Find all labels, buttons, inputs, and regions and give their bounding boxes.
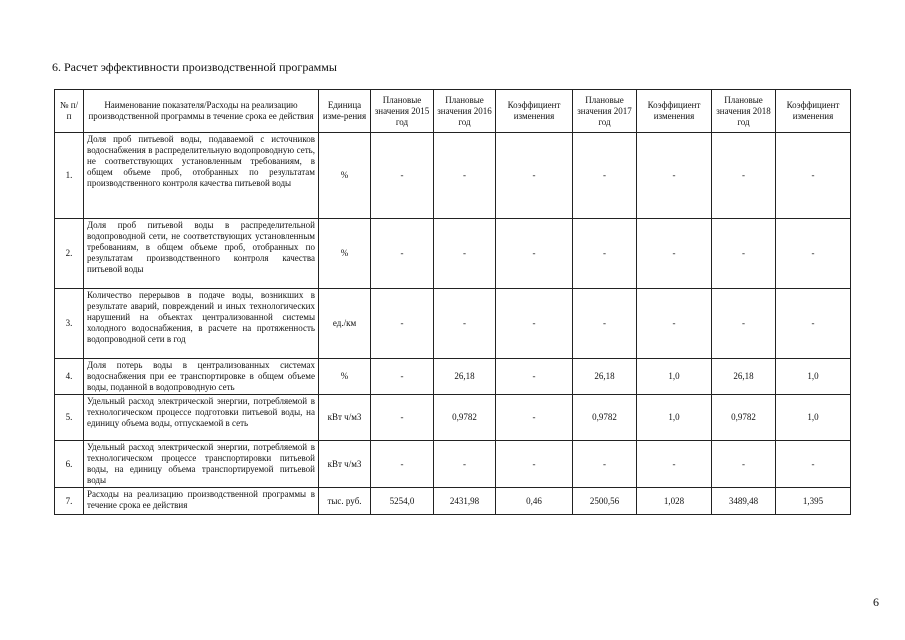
table-cell: 1,395 — [776, 488, 851, 515]
table-row — [55, 359, 851, 395]
table-cell: - — [434, 219, 496, 289]
table-cell: 0,9782 — [573, 395, 637, 441]
table-cell: - — [637, 219, 712, 289]
table-cell: - — [434, 133, 496, 219]
table-cell: 4. — [55, 359, 84, 395]
table-row — [55, 133, 851, 219]
table-cell: Удельный расход электрической энергии, потребляемой в технологическом процессе подготовки питьевой воды, на единицу объема воды, отпускаемой в сеть — [84, 395, 319, 441]
table-cell: - — [712, 219, 776, 289]
table-cell: - — [573, 133, 637, 219]
efficiency-table — [54, 89, 851, 515]
table-cell: 2500,56 — [573, 488, 637, 515]
table-cell: - — [496, 359, 573, 395]
table-cell: 1,0 — [776, 395, 851, 441]
table-row — [55, 395, 851, 441]
table-cell: 7. — [55, 488, 84, 515]
table-cell: - — [712, 289, 776, 359]
table-cell: - — [712, 441, 776, 488]
header-cell: Коэффициент изменения — [496, 90, 573, 133]
table-cell: 1,0 — [776, 359, 851, 395]
table-cell: 5. — [55, 395, 84, 441]
table-row — [55, 441, 851, 488]
table-cell: - — [496, 133, 573, 219]
table-cell: 1,028 — [637, 488, 712, 515]
table-cell: 1,0 — [637, 359, 712, 395]
table-cell: - — [712, 133, 776, 219]
table-cell: 6. — [55, 441, 84, 488]
header-cell: Плановые значения 2018 год — [712, 90, 776, 133]
table-cell: - — [637, 289, 712, 359]
table-cell: Расходы на реализацию производственной программы в течение срока ее действия — [84, 488, 319, 515]
table-cell: - — [496, 219, 573, 289]
table-cell: 3489,48 — [712, 488, 776, 515]
table-cell: 0,46 — [496, 488, 573, 515]
table-row — [55, 219, 851, 289]
header-cell: Плановые значения 2016 год — [434, 90, 496, 133]
section-title: 6. Расчет эффективности производственной программы — [52, 60, 337, 74]
table-cell: тыс. руб. — [319, 488, 371, 515]
table-cell: кВт ч/м3 — [319, 395, 371, 441]
table-cell: ед./км — [319, 289, 371, 359]
header-row — [55, 90, 851, 133]
table-cell: Удельный расход электрической энергии, потребляемой в технологическом процессе транспортировки питьевой воды, на единицу объема транспортируемой питьевой воды — [84, 441, 319, 488]
table-cell: 2. — [55, 219, 84, 289]
header-cell: Коэффициент изменения — [776, 90, 851, 133]
table-cell: 0,9782 — [434, 395, 496, 441]
table-cell: кВт ч/м3 — [319, 441, 371, 488]
table-cell: 26,18 — [434, 359, 496, 395]
table-cell: 26,18 — [573, 359, 637, 395]
table-cell: 0,9782 — [712, 395, 776, 441]
table-cell: - — [776, 441, 851, 488]
header-cell: Плановые значения 2015 год — [371, 90, 434, 133]
table-cell: - — [496, 289, 573, 359]
table-cell: % — [319, 133, 371, 219]
table-cell: - — [496, 441, 573, 488]
table-row — [55, 289, 851, 359]
table-cell: 1,0 — [637, 395, 712, 441]
table-cell: - — [434, 441, 496, 488]
table-cell: Доля проб питьевой воды в распределительной водопроводной сети, не соответствующих установленным требованиям, в общем объеме проб, отобранных по результатам производственного контроля качества питьевой воды — [84, 219, 319, 289]
table-cell: Доля проб питьевой воды, подаваемой с источников водоснабжения в распределительную водопроводную сеть, не соответствующих установленным требованиям, в общем объеме проб, отобранных по результатам производственного контроля качества питьевой воды — [84, 133, 319, 219]
header-cell: Единица изме-рения — [319, 90, 371, 133]
table-cell: - — [371, 289, 434, 359]
table-cell: 3. — [55, 289, 84, 359]
header-cell: Наименование показателя/Расходы на реализацию производственной программы в течение срока ее действия — [84, 90, 319, 133]
table-cell: 2431,98 — [434, 488, 496, 515]
table-cell: - — [637, 133, 712, 219]
header-cell: № п/п — [55, 90, 84, 133]
table-cell: - — [573, 289, 637, 359]
table-row — [55, 488, 851, 515]
table-cell: - — [371, 359, 434, 395]
table-cell: 5254,0 — [371, 488, 434, 515]
table-cell: - — [371, 441, 434, 488]
table-cell: % — [319, 219, 371, 289]
table-cell: Количество перерывов в подаче воды, возникших в результате аварий, повреждений и иных технологических нарушений на объектах централизованной системы холодного водоснабжения, в расчете на протяженность водопроводной сети в год — [84, 289, 319, 359]
table-cell: 26,18 — [712, 359, 776, 395]
header-cell: Плановые значения 2017 год — [573, 90, 637, 133]
table-cell: - — [434, 289, 496, 359]
table-cell: - — [776, 289, 851, 359]
table-cell: - — [371, 133, 434, 219]
table-cell: - — [371, 219, 434, 289]
table-cell: - — [496, 395, 573, 441]
header-cell: Коэффициент изменения — [637, 90, 712, 133]
table-cell: - — [573, 441, 637, 488]
table-cell: - — [371, 395, 434, 441]
page-number: 6 — [873, 595, 879, 609]
table-cell: 1. — [55, 133, 84, 219]
table-cell: % — [319, 359, 371, 395]
table-cell: - — [776, 219, 851, 289]
table-cell: - — [573, 219, 637, 289]
table-cell: - — [637, 441, 712, 488]
table-cell: - — [776, 133, 851, 219]
table-cell: Доля потерь воды в централизованных системах водоснабжения при ее транспортировке в общем объеме воды, поданной в водопроводную сеть — [84, 359, 319, 395]
